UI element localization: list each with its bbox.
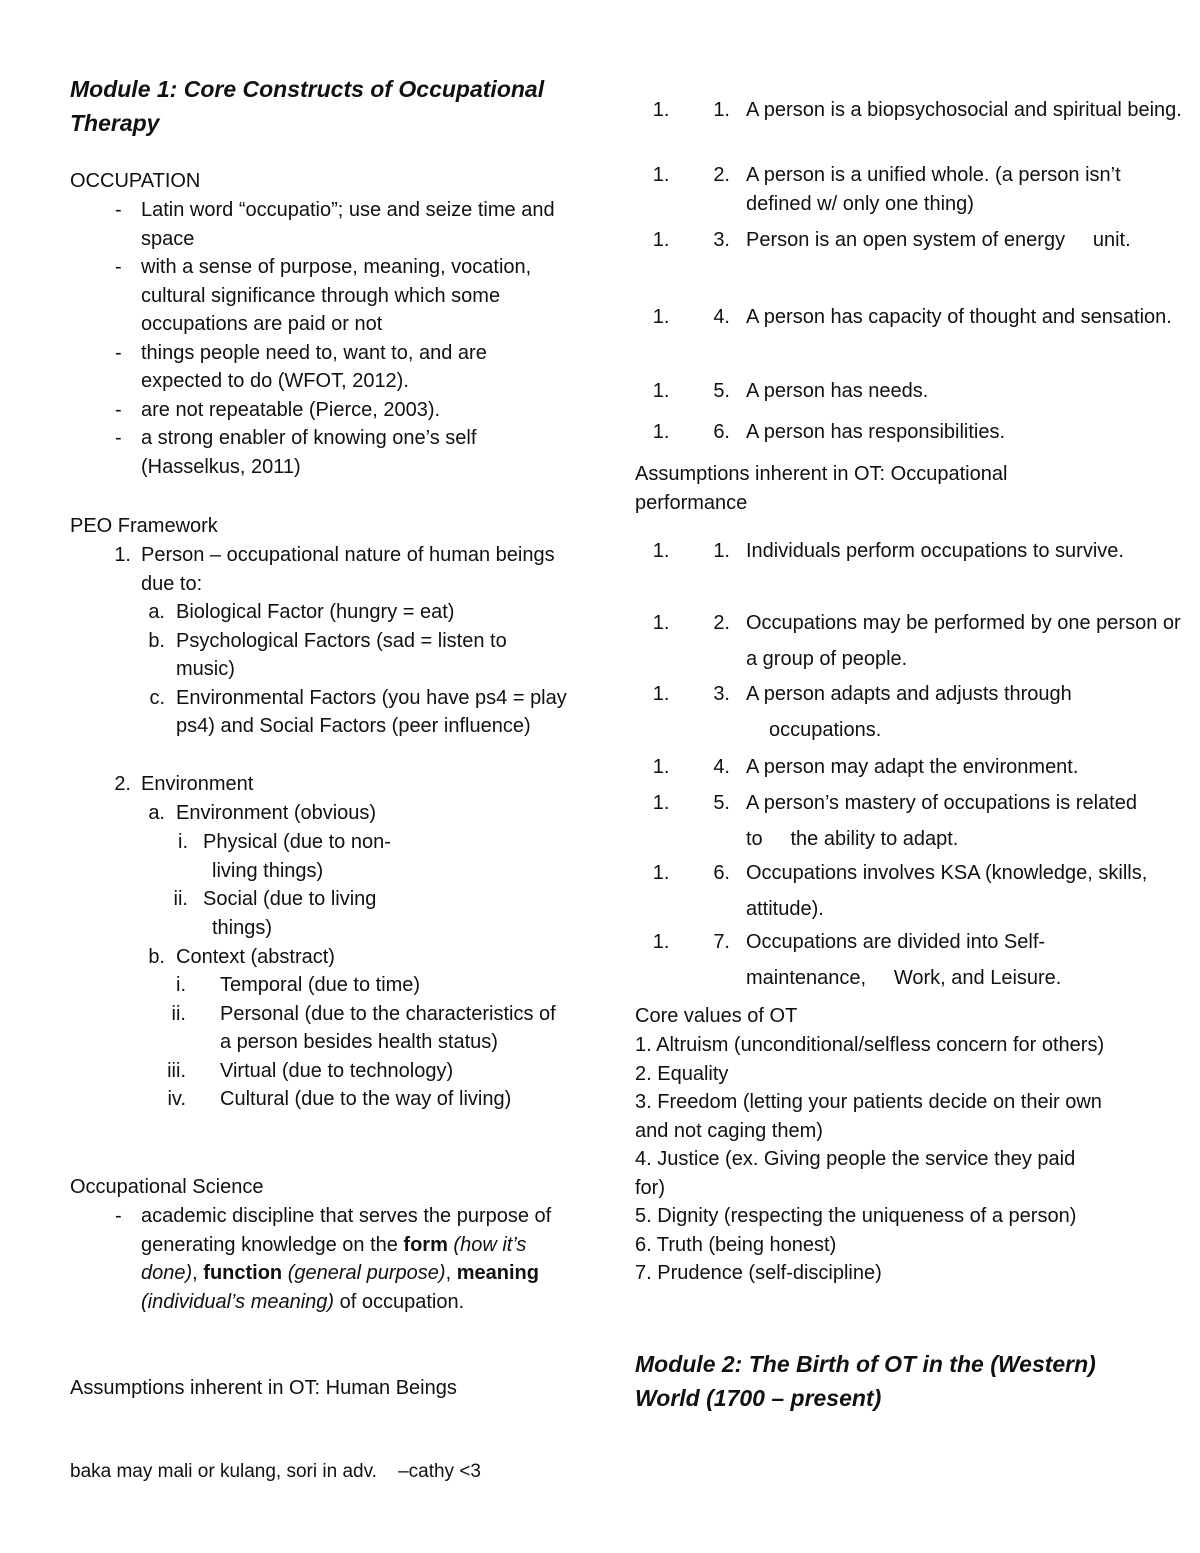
text-span: academic discipline that serves the purpose of generating knowledge on the <box>141 1205 552 1256</box>
list-text: A person is a unified whole. (a person isn’t defined w/ only one thing) <box>746 164 1121 215</box>
peo-environment-list <box>70 770 570 799</box>
list-text: A person has responsibilities. <box>746 421 1006 443</box>
list-label: a. <box>148 601 165 623</box>
list-item: 5. Dignity (respecting the uniqueness of a person) <box>635 1205 1077 1227</box>
list-item: - things people need to, want to, and are expected to do (WFOT, 2012). <box>70 339 570 396</box>
list-number: 1. 1. <box>713 540 730 562</box>
list-text: Individuals perform occupations to survive. <box>746 540 1124 562</box>
list-item: - are not repeatable (Pierce, 2003). <box>70 396 570 425</box>
text-span: (how it’s done) <box>141 1233 527 1284</box>
list-number: 1. 3. <box>713 683 730 705</box>
context-sub-list <box>70 943 570 972</box>
list-item <box>70 885 570 942</box>
list-item: - Latin word “occupatio”; use and seize time and space <box>70 196 570 253</box>
list-item: 6. Truth (being honest) <box>635 1233 837 1256</box>
list-item: - with a sense of purpose, meaning, vocation, cultural significance through which some occupations are paid or not <box>70 253 570 339</box>
list-text: A person may adapt the environment. <box>746 756 1079 778</box>
text-span: form <box>403 1233 448 1256</box>
list-item <box>675 226 1185 255</box>
list-text: maintenance, Work, and Leisure. <box>746 967 1062 989</box>
list-label: b. <box>148 946 165 968</box>
footer-note: baka may mali or kulang, sori in adv. –cathy <3 <box>70 1461 481 1482</box>
list-number: 1. 1. <box>713 99 730 121</box>
occ-performance-list-b <box>635 605 1185 677</box>
list-item <box>675 537 1185 566</box>
list-item <box>70 598 570 627</box>
list-number: 1. <box>114 544 131 566</box>
human-beings-list-c <box>635 226 1185 255</box>
list-text: to the ability to adapt. <box>746 828 959 850</box>
peo-person-text: Person – occupational nature of human beings due to: <box>141 544 555 595</box>
list-item: 4. Justice (ex. Giving people the service they paid for) <box>635 1148 1076 1199</box>
text-span: function <box>203 1262 283 1284</box>
list-item <box>675 377 1185 406</box>
list-item <box>675 753 1185 782</box>
occ-performance-list-g <box>635 924 1185 996</box>
human-beings-list-f <box>635 418 1185 447</box>
peo-framework-heading: PEO Framework <box>70 515 218 537</box>
module-2-title: Module 2: The Birth of OT in the (Western) World (1700 – present) <box>635 1351 1096 1411</box>
occupation-list <box>70 196 570 481</box>
text-span: , <box>445 1262 457 1284</box>
occupational-performance-heading: Assumptions inherent in OT: Occupational performance <box>635 463 1008 514</box>
text-span: of occupation. <box>334 1290 465 1313</box>
peo-environment-item <box>70 770 570 799</box>
list-text: Environment (obvious) <box>176 802 377 824</box>
list-number: 1. 4. <box>713 306 730 328</box>
list-label: a. <box>148 802 165 824</box>
list-label: ii. <box>171 1002 186 1025</box>
list-item <box>675 855 1185 927</box>
list-number: 1. 3. <box>713 229 730 251</box>
list-text: Occupations are divided into Self- <box>746 931 1046 953</box>
list-label: iii. <box>167 1059 186 1082</box>
list-label: i. <box>176 974 186 996</box>
list-text: occupations. <box>769 719 882 741</box>
list-label: c. <box>149 686 165 709</box>
list-label: ii. <box>173 888 188 910</box>
list-number: 1. 7. <box>713 931 730 953</box>
list-text: A person is a biopsychosocial and spiritual being. <box>746 99 1182 121</box>
list-number: 1. 4. <box>713 756 730 778</box>
list-item <box>70 1057 570 1086</box>
occupational-science-heading: Occupational Science <box>70 1176 264 1198</box>
list-number: 1. 5. <box>713 380 730 402</box>
list-text: Physical (due to non- <box>203 831 391 853</box>
human-beings-list-b <box>635 161 1185 218</box>
list-item <box>675 161 1185 218</box>
list-item <box>70 627 570 684</box>
list-text: Cultural (due to the way of living) <box>220 1088 512 1110</box>
list-text: A person has capacity of thought and sensation. <box>746 306 1172 328</box>
human-beings-list-e <box>635 377 1185 406</box>
occ-performance-list-a <box>635 537 1185 566</box>
list-text: things) <box>212 916 273 939</box>
list-text: A person’s mastery of occupations is related <box>746 792 1137 814</box>
list-item <box>70 971 570 1000</box>
list-number: 2. <box>114 773 131 795</box>
list-item <box>70 799 570 828</box>
list-text: Psychological Factors (sad = listen to music) <box>176 629 507 680</box>
list-text: Personal (due to the characteristics of a person besides health status) <box>220 1002 556 1053</box>
list-item <box>70 828 570 885</box>
module-1-title: Module 1: Core Constructs of Occupational Therapy <box>70 76 545 136</box>
list-item: - a strong enabler of knowing one’s self (Hasselkus, 2011) <box>70 424 570 481</box>
occ-performance-list-f <box>635 855 1185 927</box>
list-item: 2. Equality <box>635 1062 729 1085</box>
list-item: 1. Altruism (unconditional/selfless concern for others) <box>635 1034 1105 1056</box>
list-text: Context (abstract) <box>176 946 335 968</box>
list-text: living things) <box>212 859 324 882</box>
list-number: 1. 6. <box>713 862 730 884</box>
environment-sub-list <box>70 799 570 828</box>
text-span: meaning <box>456 1262 539 1284</box>
list-text: Virtual (due to technology) <box>220 1059 454 1082</box>
human-beings-list-d <box>635 299 1185 335</box>
list-text: A person has needs. <box>746 380 929 402</box>
occupation-heading: OCCUPATION <box>70 170 201 192</box>
list-text: Social (due to living <box>203 888 377 910</box>
text-span: , <box>192 1262 204 1284</box>
occupational-science-list <box>70 1202 570 1316</box>
list-label: iv. <box>167 1088 186 1110</box>
list-item <box>675 92 1185 128</box>
core-values-heading: Core values of OT <box>635 1005 798 1027</box>
text-span: (general purpose) <box>282 1262 446 1284</box>
environment-roman-list <box>70 828 570 942</box>
assumptions-human-beings-heading: Assumptions inherent in OT: Human Beings <box>70 1377 457 1399</box>
list-item <box>675 299 1185 335</box>
list-item <box>70 1202 570 1316</box>
peo-list <box>70 541 570 598</box>
list-text: Environmental Factors (you have ps4 = play ps4) and Social Factors (peer influence) <box>176 686 567 737</box>
list-label: b. <box>148 629 165 652</box>
list-label: i. <box>178 831 188 853</box>
list-text: Temporal (due to time) <box>220 974 421 996</box>
person-factors-list <box>70 598 570 741</box>
text-span: (individual’s meaning) <box>141 1290 335 1313</box>
list-item <box>70 1085 570 1114</box>
context-roman-list <box>70 971 570 1114</box>
list-number: 1. 2. <box>713 164 730 186</box>
list-text: Person is an open system of energy unit. <box>746 229 1131 251</box>
list-item <box>675 676 1185 748</box>
list-item <box>675 785 1185 857</box>
occ-performance-list-d <box>635 753 1185 782</box>
peo-person-item <box>70 541 570 598</box>
list-item: 3. Freedom (letting your patients decide on their own and not caging them) <box>635 1091 1102 1142</box>
list-text: Occupations may be performed by one person or a group of people. <box>746 612 1181 670</box>
human-beings-list-a <box>635 92 1185 128</box>
list-number: 1. 5. <box>713 792 730 814</box>
list-item <box>70 684 570 741</box>
list-text: Biological Factor (hungry = eat) <box>176 601 455 623</box>
list-number: 1. 6. <box>713 421 730 443</box>
peo-environment-text: Environment <box>141 773 254 795</box>
occ-performance-list-c <box>635 676 1185 748</box>
list-number: 1. 2. <box>713 612 730 634</box>
list-item <box>675 924 1185 996</box>
list-item <box>70 943 570 972</box>
list-item <box>675 605 1185 677</box>
list-item <box>675 418 1185 447</box>
core-values-list <box>635 1031 1105 1288</box>
list-item: 7. Prudence (self-discipline) <box>635 1262 882 1284</box>
list-item <box>70 1000 570 1057</box>
occ-performance-list-e <box>635 785 1185 857</box>
list-text: Occupations involves KSA (knowledge, skills, attitude). <box>746 862 1148 920</box>
list-text: A person adapts and adjusts through <box>746 683 1072 705</box>
